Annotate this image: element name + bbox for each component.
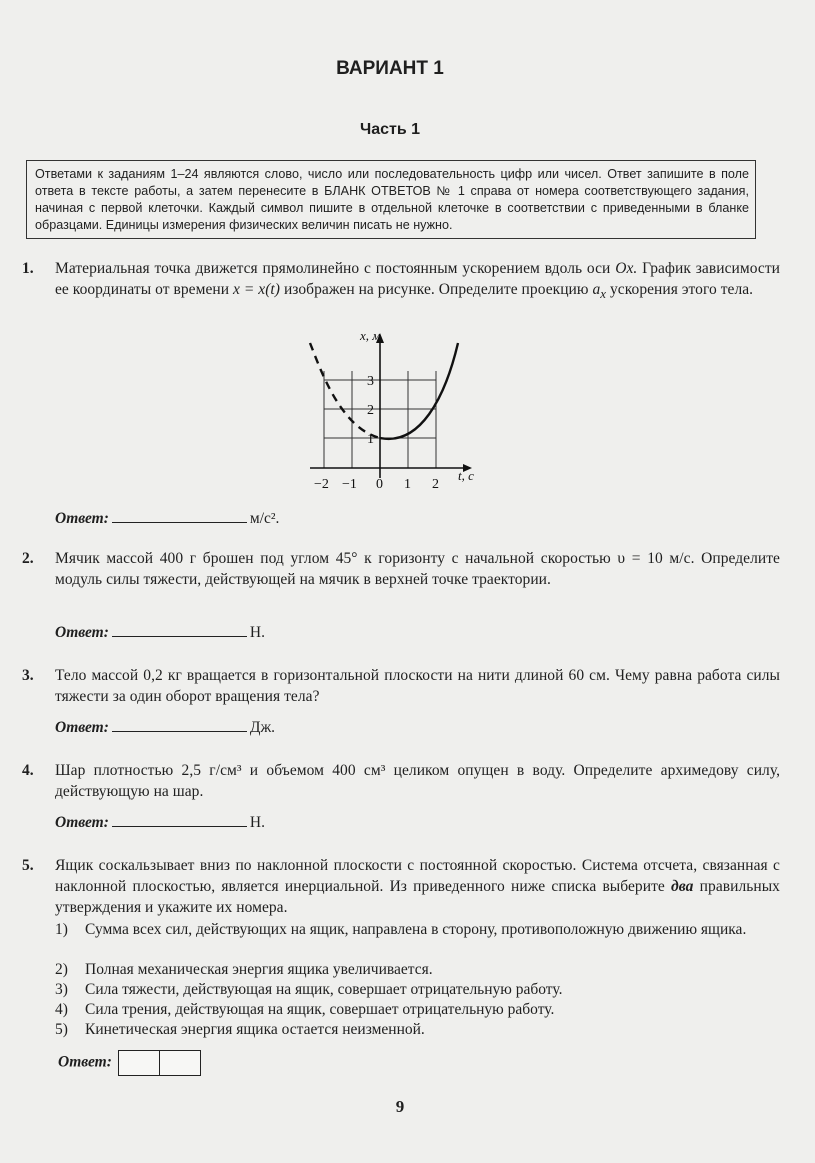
answer-5-cell-1[interactable] — [118, 1050, 160, 1076]
option-1: 1) Сумма всех сил, действующих на ящик, направлена в сторону, противоположную движению ящика. — [55, 921, 747, 938]
x-tick-1: 1 — [404, 477, 411, 492]
axes — [310, 333, 472, 478]
option-5: 5) Кинетическая энергия ящика остается неизменной. — [55, 1021, 425, 1038]
variant-title: ВАРИАНТ 1 — [336, 58, 444, 79]
page-number: 9 — [395, 1097, 405, 1116]
answer-1: Ответ: м/с². — [55, 510, 280, 527]
question-2 — [22, 548, 780, 590]
position-time-graph — [300, 328, 480, 500]
answer-5-cell-2[interactable] — [159, 1050, 201, 1076]
y-tick-2: 2 — [367, 403, 374, 418]
question-text: Тело массой 0,2 кг вращается в горизонтальной плоскости на нити длиной 60 см. Чему равна работа силы тяжести за один оборот вращения тела? — [55, 667, 780, 705]
question-4 — [22, 760, 780, 802]
question-number: 2. — [22, 550, 34, 567]
question-5 — [22, 855, 780, 918]
dashed-curve — [310, 343, 380, 438]
y-tick-3: 3 — [367, 374, 374, 389]
instructions-box: Ответами к заданиям 1–24 являются слово, число или последовательность цифр или чисел. Ответ запишите в поле ответа в тексте работы, а затем перенесите в БЛАНК ОТВЕТОВ № 1 справа от номера соответствующего задания, начиная с первой клеточки. Каждый символ пишите в отдельной клеточке в соответствии с приведенными в бланке образцами. Единицы измерения физических величин писать не нужно. — [26, 160, 756, 239]
question-text: Ящик соскальзывает вниз по наклонной плоскости с постоянной скоростью. Система отсчета, связанная с наклонной плоскостью, является инерциальной. Из приведенного ниже списка выберите два правильных утверждения и укажите их номера. — [55, 857, 780, 916]
question-text: Шар плотностью 2,5 г/см³ и объемом 400 см³ целиком опущен в воду. Определите архимедову силу, действующую на шар. — [55, 762, 780, 800]
answer-2: Ответ: Н. — [55, 624, 265, 641]
part-title: Часть 1 — [359, 121, 421, 138]
question-number: 4. — [22, 762, 34, 779]
answer-1-field[interactable] — [112, 508, 247, 523]
option-2: 2) Полная механическая энергия ящика увеличивается. — [55, 961, 433, 978]
answer-4: Ответ: Н. — [55, 814, 265, 831]
question-text: Мячик массой 400 г брошен под углом 45° к горизонту с начальной скоростью υ = 10 м/с. Определите модуль силы тяжести, действующей на мячик в верхней точке траектории. — [55, 550, 780, 588]
question-1 — [22, 258, 780, 304]
y-axis-label: x, м — [360, 328, 381, 343]
x-tick-0: 0 — [376, 477, 383, 492]
x-tick-neg1: −1 — [342, 477, 357, 492]
question-text: Материальная точка движется прямолинейно с постоянным ускорением вдоль оси Ox. График зависимости ее координаты от времени x = x(t) изображен на рисунке. Определите проекцию $a_x$ ускорения этого тела. — [55, 260, 780, 302]
question-number: 5. — [22, 857, 34, 874]
x-tick-2: 2 — [432, 477, 439, 492]
answer-5: Ответ: — [58, 1050, 201, 1076]
option-4: 4) Сила трения, действующая на ящик, совершает отрицательную работу. — [55, 1001, 555, 1018]
answer-4-field[interactable] — [112, 812, 247, 827]
x-tick-neg2: −2 — [314, 477, 329, 492]
answer-3-field[interactable] — [112, 717, 247, 732]
question-number: 3. — [22, 667, 34, 684]
x-axis-label: t, с — [458, 468, 474, 483]
question-3 — [22, 665, 780, 707]
solid-curve — [380, 343, 458, 439]
answer-2-field[interactable] — [112, 622, 247, 637]
option-3: 3) Сила тяжести, действующая на ящик, совершает отрицательную работу. — [55, 981, 563, 998]
answer-3: Ответ: Дж. — [55, 719, 276, 736]
y-tick-1: 1 — [367, 432, 374, 447]
question-number: 1. — [22, 260, 34, 277]
